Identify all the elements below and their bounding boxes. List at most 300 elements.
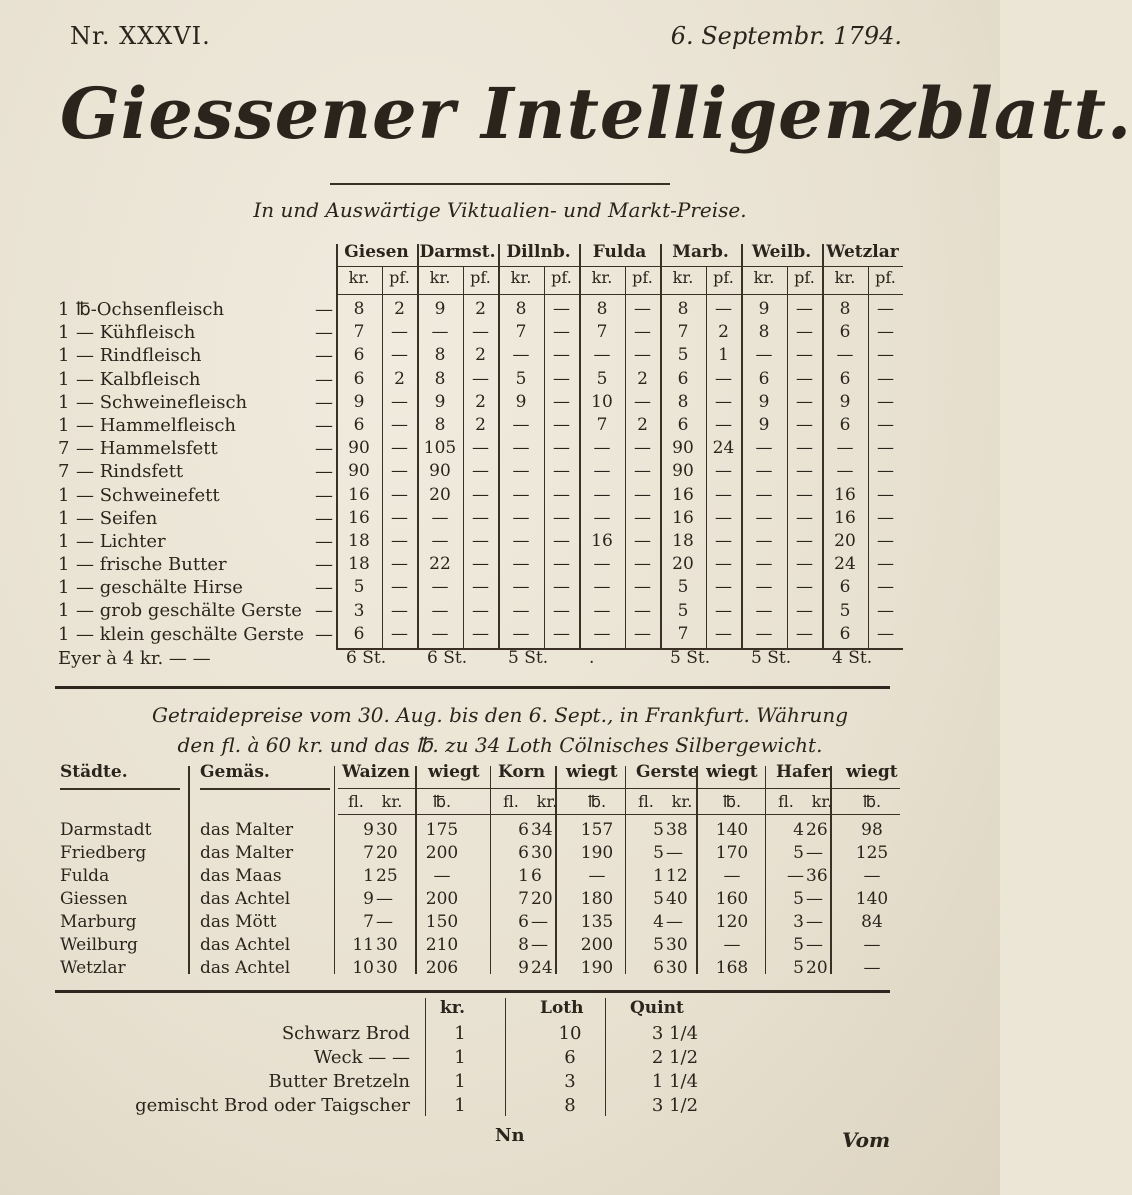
header-underline [338,814,900,815]
price-kr: 8 [677,299,689,319]
price-kr: 18 [348,531,370,551]
price-kr: 8 [515,299,527,319]
weight-lb: 160 [715,889,749,909]
price-pf: — [715,461,732,482]
price-pf: — [796,391,813,412]
price-kr: — [512,531,530,551]
weight-lb: — [863,866,881,886]
item-dash: — [315,530,333,552]
price-pf: — [796,554,813,575]
unit-fl: fl. [778,792,794,811]
weight-lb: 190 [580,843,614,863]
price-pf: — [634,600,651,621]
price-kr: 24 [531,958,553,978]
price-fl: 4 [653,912,664,932]
price-pf: — [634,484,651,505]
price-kr: — [512,484,530,505]
item-row [58,623,333,646]
price-pf: — [553,507,570,528]
item-row [58,553,333,576]
item-name: — Hammelfleisch [76,414,237,436]
bread-loth: 6 [564,1047,576,1068]
price-kr: — [593,577,611,598]
grain-column-header: wiegt [846,762,898,782]
price-pf: — [796,345,813,366]
item-quantity: 1 [58,577,70,599]
price-pf: — [553,322,570,343]
eggs-label: Eyer à 4 kr. — — [58,648,211,669]
price-kr: 16 [834,484,856,505]
price-kr: 90 [348,438,370,459]
item-name: — Schweinefett [76,484,220,506]
grain-measure: das Mött [200,912,277,932]
item-quantity: 1 [58,530,70,552]
price-pf: — [796,577,813,598]
town-header: Fulda [592,242,647,262]
price-pf: — [715,415,732,435]
price-kr: 26 [806,820,828,840]
price-pf: — [472,600,489,621]
price-kr: 3 [353,600,365,621]
price-kr: 16 [834,507,856,528]
price-kr: 30 [376,935,398,955]
unit-kr: kr. [348,268,370,287]
price-pf: — [877,531,894,551]
item-row [58,507,333,530]
price-kr: 6 [353,368,365,389]
price-kr: 7 [596,322,608,343]
bread-column-header: kr. [440,998,466,1018]
price-kr: 9 [758,299,770,319]
price-pf: — [634,531,651,551]
unit-kr: kr. [672,268,694,287]
price-kr: — [755,554,773,575]
bread-quint: 3 1/2 [651,1095,699,1116]
price-kr: 6 [677,415,689,435]
weight-lb: 168 [715,958,749,978]
price-kr: 30 [531,843,553,863]
price-kr: 8 [434,345,446,366]
price-kr: 9 [758,415,770,435]
price-kr: 16 [672,507,694,528]
bread-loth: 10 [558,1023,582,1044]
item-quantity: 7 [58,461,70,483]
price-pf: — [472,322,489,343]
weight-lb: 140 [715,820,749,840]
price-kr: 20 [672,554,694,575]
price-kr: 6 [677,368,689,389]
item-row [58,344,333,367]
eggs-count: 4 St. [832,648,873,668]
price-kr: 6 [353,345,365,366]
price-pf: — [391,322,408,343]
price-pf: — [472,368,489,389]
price-row [336,414,903,437]
price-fl: 1 [518,866,529,886]
price-fl: 5 [793,889,804,909]
price-pf: — [472,507,489,528]
price-fl: 5 [653,820,664,840]
grain-prices-table [60,762,900,982]
price-kr: 6 [353,415,365,435]
weight-lb: 190 [580,958,614,978]
item-dash: — [315,368,333,390]
price-kr: 6 [839,577,851,598]
grain-column-header: wiegt [706,762,758,782]
price-kr: 5 [677,577,689,598]
grain-column-header: Waizen [342,762,410,782]
price-row [336,460,903,483]
price-fl: 5 [653,889,664,909]
weight-lb: — [433,866,451,886]
grain-column-header: Städte. [60,762,128,782]
price-row [336,437,903,460]
town-header: Marb. [672,242,729,262]
price-pf: — [472,554,489,575]
unit-kr: kr. [536,792,558,811]
price-pf: — [796,461,813,482]
price-fl: — [787,866,804,886]
price-pf: — [553,600,570,621]
item-quantity: 1 [58,414,70,436]
weight-lb: 98 [861,820,883,840]
price-row [336,344,903,367]
price-kr: 8 [434,368,446,389]
unit-kr: kr. [811,792,833,811]
price-kr: 30 [666,958,688,978]
price-pf: — [877,577,894,598]
price-pf: — [391,507,408,528]
weight-lb: 140 [855,889,889,909]
column-divider [505,998,506,1116]
price-kr: 30 [376,820,398,840]
price-row [336,600,903,623]
price-kr: 20 [376,843,398,863]
price-pf: — [553,391,570,412]
item-quantity: 1 [58,391,70,413]
price-kr: — [836,438,854,459]
price-pf: 2 [475,299,486,319]
title-rule [330,183,670,185]
price-pf: — [796,299,813,319]
header-underline [200,788,330,790]
price-pf: 2 [475,391,486,412]
price-pf: — [715,507,732,528]
price-pf: — [634,438,651,459]
price-pf: — [634,461,651,482]
item-dash: — [315,438,333,460]
grain-column-header: Korn [498,762,546,782]
price-kr: 6 [839,623,851,644]
price-row [336,368,903,391]
item-name: — frische Butter [76,554,227,576]
item-dash: — [315,299,333,320]
price-kr: 5 [839,600,851,621]
price-kr: 34 [531,820,553,840]
item-name: — Kalbfleisch [76,368,201,390]
price-pf: — [634,577,651,598]
price-kr: 7 [353,322,365,343]
weight-lb: 200 [425,843,459,863]
price-pf: — [553,461,570,482]
price-kr: — [512,461,530,482]
price-kr: — [531,912,548,932]
issue-number: Nr. XXXVI. [70,22,211,50]
price-pf: — [472,577,489,598]
price-pf: — [877,368,894,389]
price-fl: 6 [518,820,529,840]
bread-kr: 1 [454,1047,466,1068]
item-row [58,414,333,437]
price-pf: — [796,531,813,551]
price-kr: 30 [376,958,398,978]
item-quantity: 1 [58,507,70,529]
unit-kr: kr. [381,792,403,811]
item-dash: — [315,322,333,344]
price-pf: — [796,322,813,343]
price-row [336,553,903,576]
item-name: — Rindsfett [76,461,184,483]
price-kr: 5 [353,577,365,598]
unit-pf: pf. [551,268,572,287]
price-row [336,576,903,599]
price-kr: — [755,484,773,505]
grain-column-header: Hafer [776,762,831,782]
bread-quint: 1 1/4 [651,1071,699,1092]
grain-town: Marburg [60,912,137,932]
weight-lb: 84 [861,912,883,932]
price-kr: 90 [672,438,694,459]
unit-fl: fl. [348,792,364,811]
item-dash: — [315,414,333,436]
price-pf: 1 [718,345,729,366]
price-kr: 18 [672,531,694,551]
bread-name: gemischt Brod oder Taigscher [135,1095,410,1116]
price-kr: — [431,322,449,343]
item-row [58,368,333,391]
price-pf: — [796,623,813,644]
price-kr: 16 [672,484,694,505]
item-dash: — [315,484,333,506]
price-row [336,321,903,344]
price-kr: 8 [677,391,689,412]
grain-measure: das Malter [200,843,294,863]
price-pf: — [391,577,408,598]
price-pf: — [553,554,570,575]
price-kr: 40 [666,889,688,909]
grain-measure: das Achtel [200,958,291,978]
price-pf: 2 [718,322,729,343]
price-kr: 36 [806,866,828,886]
price-pf: — [877,438,894,459]
bread-column-header: Quint [630,998,684,1018]
price-pf: — [715,577,732,598]
weight-lb: 170 [715,843,749,863]
item-name: — grob geschälte Gerste [76,600,302,622]
price-kr: 9 [515,391,527,412]
price-pf: — [553,299,570,319]
price-kr: — [593,623,611,644]
unit-pf: pf. [794,268,815,287]
price-kr: 8 [353,299,365,319]
weight-lb: 180 [580,889,614,909]
price-pf: — [715,368,732,389]
price-row [336,507,903,530]
price-kr: 9 [353,391,365,412]
price-kr: 7 [677,322,689,343]
footer-rule [336,648,903,650]
item-dash: — [315,600,333,622]
grain-measure: das Malter [200,820,294,840]
header-underline [338,788,900,789]
eggs-count: 5 St. [670,648,711,668]
price-kr: 6 [531,866,542,886]
grain-title-line-2: den fl. à 60 kr. und das ℔. zu 34 Loth Cölnisches Silbergewicht. [177,733,823,757]
price-fl: 6 [518,843,529,863]
price-kr: — [806,912,823,932]
price-kr: 16 [591,531,613,551]
price-fl: 3 [793,912,804,932]
price-pf: — [553,438,570,459]
price-pf: — [391,484,408,505]
price-fl: 1 [363,866,374,886]
price-kr: — [806,889,823,909]
price-pf: — [553,577,570,598]
price-fl: 5 [793,843,804,863]
bread-kr: 1 [454,1071,466,1092]
price-kr: 8 [596,299,608,319]
price-kr: 9 [839,391,851,412]
price-kr: — [666,843,683,863]
town-header: Dillnb. [506,242,571,262]
item-quantity: 1 [58,554,70,576]
price-kr: — [755,507,773,528]
column-divider [188,766,190,974]
bread-name: Weck — — [313,1047,410,1068]
bread-kr: 1 [454,1023,466,1044]
weight-lb: 157 [580,820,614,840]
price-pf: — [877,415,894,435]
item-name: — Rindfleisch [76,345,202,367]
grain-measure: das Achtel [200,935,291,955]
price-kr: 7 [677,623,689,644]
price-kr: — [593,438,611,459]
price-kr: — [755,461,773,482]
price-pf: — [472,461,489,482]
price-kr: — [593,600,611,621]
unit-fl: fl. [638,792,654,811]
price-kr: 6 [353,623,365,644]
bread-prices-table [100,998,740,1118]
town-header: Giesen [344,242,409,262]
unit-lb: ℔. [862,792,882,811]
victual-prices-table [58,240,903,680]
price-pf: — [877,391,894,412]
price-kr: 30 [666,935,688,955]
price-pf: — [877,600,894,621]
price-kr: — [836,461,854,482]
item-row [58,576,333,599]
unit-pf: pf. [875,268,896,287]
item-quantity: 1 [58,368,70,390]
price-kr: 20 [429,484,451,505]
eggs-count: 5 St. [751,648,792,668]
price-fl: 8 [518,935,529,955]
price-fl: 7 [363,912,374,932]
unit-pf: pf. [713,268,734,287]
price-kr: 20 [531,889,553,909]
price-kr: 8 [758,322,770,343]
price-kr: 22 [429,554,451,575]
eggs-count: 6 St. [346,648,387,668]
price-kr: 24 [834,554,856,575]
item-name: — Kühfleisch [76,322,196,344]
price-kr: — [836,345,854,366]
price-kr: — [512,438,530,459]
price-fl: 1 [653,866,664,886]
price-kr: — [593,554,611,575]
item-dash: — [315,623,333,645]
item-name: — Hammelsfett [76,438,218,460]
price-pf: 2 [475,345,486,366]
grain-town: Wetzlar [60,958,126,978]
price-pf: 2 [475,415,486,435]
bread-quint: 3 1/4 [651,1023,699,1044]
item-row [58,484,333,507]
header-underline [60,788,180,790]
item-dash: — [315,554,333,576]
price-fl: 11 [352,935,374,955]
section-rule-2 [55,990,890,993]
bread-loth: 3 [564,1071,576,1092]
masthead-title: Giessener Intelligenzblatt. [60,72,1132,155]
item-dash: — [315,507,333,529]
price-pf: — [796,507,813,528]
price-pf: — [715,554,732,575]
price-kr: — [512,345,530,366]
price-kr: — [593,507,611,528]
price-fl: 10 [352,958,374,978]
column-divider [625,766,626,974]
weight-lb: 200 [425,889,459,909]
price-kr: 5 [596,368,608,389]
price-pf: 2 [394,299,405,319]
unit-kr: kr. [510,268,532,287]
price-kr: — [431,600,449,621]
grain-column-header: wiegt [428,762,480,782]
price-row [336,623,903,646]
price-kr: 20 [806,958,828,978]
price-pf: — [877,484,894,505]
price-fl: 5 [793,935,804,955]
item-quantity: 7 [58,438,70,460]
grain-town: Fulda [60,866,110,886]
item-quantity: 1 [58,484,70,506]
unit-lb: ℔. [587,792,607,811]
price-pf: — [877,461,894,482]
price-pf: — [634,322,651,343]
price-kr: 9 [434,391,446,412]
bread-loth: 8 [564,1095,576,1116]
price-kr: — [755,600,773,621]
grain-column-header: Gerste [636,762,699,782]
price-pf: — [472,438,489,459]
item-quantity: 1 [58,345,70,367]
price-kr: — [431,577,449,598]
price-fl: 5 [793,958,804,978]
price-pf: — [877,299,894,319]
price-pf: — [796,438,813,459]
